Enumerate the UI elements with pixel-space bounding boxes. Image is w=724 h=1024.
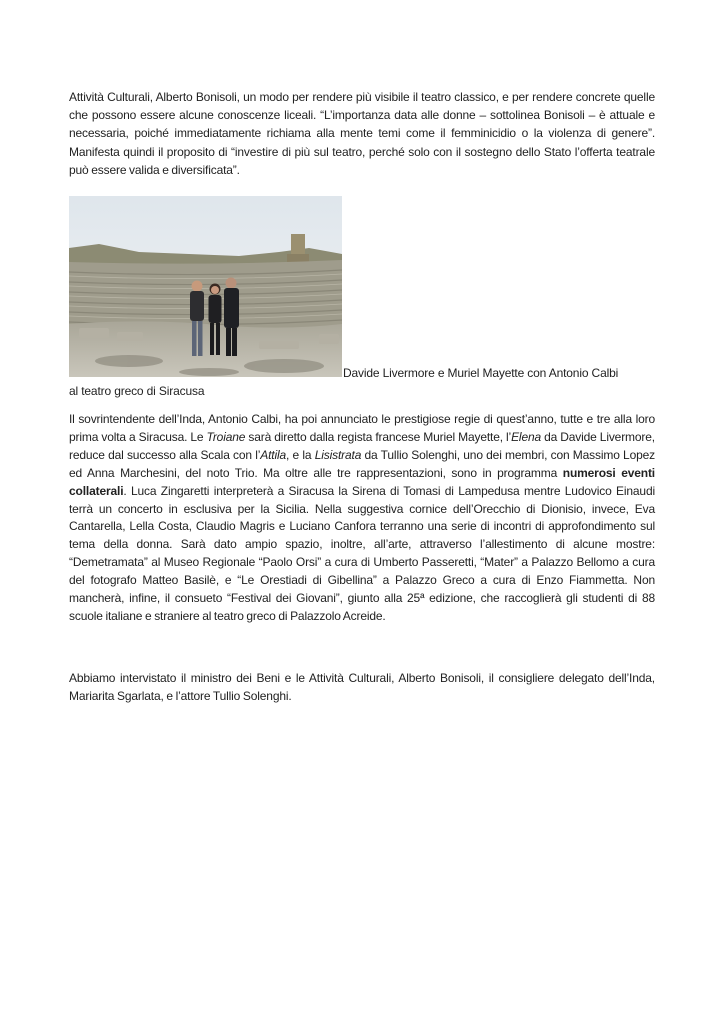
title-elena: Elena xyxy=(511,429,542,444)
paragraph-2-text: sarà diretto dalla regista francese Muriel Mayette, l’ xyxy=(245,429,512,444)
paragraph-2-text: da Tullio Solenghi, uno dei membri, con Massimo Lopez ed Anna Marchesini, del noto Trio. Ma oltre alle tre rappresentazioni, sono in programma xyxy=(69,447,655,480)
paragraph-2-text: Il sovrintendente dell’Inda, Antonio Calbi, ha poi annunciato le prestigiose regie di quest’anno, tutte e tre alla loro prima volta a Siracusa. Le xyxy=(69,412,655,444)
theatre-photo xyxy=(69,196,342,377)
photo-caption-line-1: Davide Livermore e Muriel Mayette con Antonio Calbi xyxy=(343,366,619,380)
title-attila: Attila xyxy=(260,447,287,462)
events-highlight: numerosi eventi collaterali xyxy=(69,465,655,498)
paragraph-2 xyxy=(69,411,655,626)
photo-caption-line-2: al teatro greco di Siracusa xyxy=(69,384,205,398)
paragraph-1: Attività Culturali, Alberto Bonisoli, un modo per rendere più visibile il teatro classico, e per rendere concrete quelle che possono essere alcune conoscenze liceali. “L’importanza data alle donne – sottolinea Bonisoli – è attuale e necessaria, poiché immediatamente richiama alla mente temi come il femminicidio o la violenza di genere”. Manifesta quindi il proposito di “investire di più sul teatro, perché solo con il sostegno dello Stato l’offerta teatrale può essere valida e diversificata”. xyxy=(69,90,655,177)
paragraph-3: Abbiamo intervistato il ministro dei Beni e le Attività Culturali, Alberto Bonisoli, il consigliere delegato dell’Inda, Mariarita Sgarlata, e l’attore Tullio Solenghi. xyxy=(69,671,655,704)
paragraph-2-text: . Luca Zingaretti interpreterà a Siracusa la Sirena di Tomasi di Lampedusa mentre Ludovico Einaudi terrà un concerto in esclusiva per la Sicilia. Nella suggestiva cornice dell’Orecchio di Dionisio, invece, Eva Cantarella, Lella Costa, Claudio Magris e Luciano Canfora terranno una serie di incontri di approfondimento sul tema della donna. Sarà dato ampio spazio, inoltre, all’arte, attraverso l’allestimento di alcune mostre: “Demetramata” al Museo Regionale “Paolo Orsi” a cura di Umberto Passeretti, “Mater” a Palazzo Bellomo a cura del fotografo Matteo Basilè, e “Le Orestiadi di Gibellina” a Palazzo Greco a cura di Enzo Fiammetta. Non mancherà, infine, il consueto “Festival dei Giovani”, giunto alla 25ª edizione, che raccoglierà gli studenti di 88 scuole italiane e straniere al teatro greco di Palazzolo Acreide. xyxy=(69,483,655,623)
paragraph-2-text: da Davide Livermore, reduce dal successo alla Scala con l’ xyxy=(69,429,655,462)
title-lisistrata: Lisistrata xyxy=(314,447,362,462)
paragraph-2-text: , e la xyxy=(286,447,315,462)
title-troiane: Troiane xyxy=(206,429,246,444)
